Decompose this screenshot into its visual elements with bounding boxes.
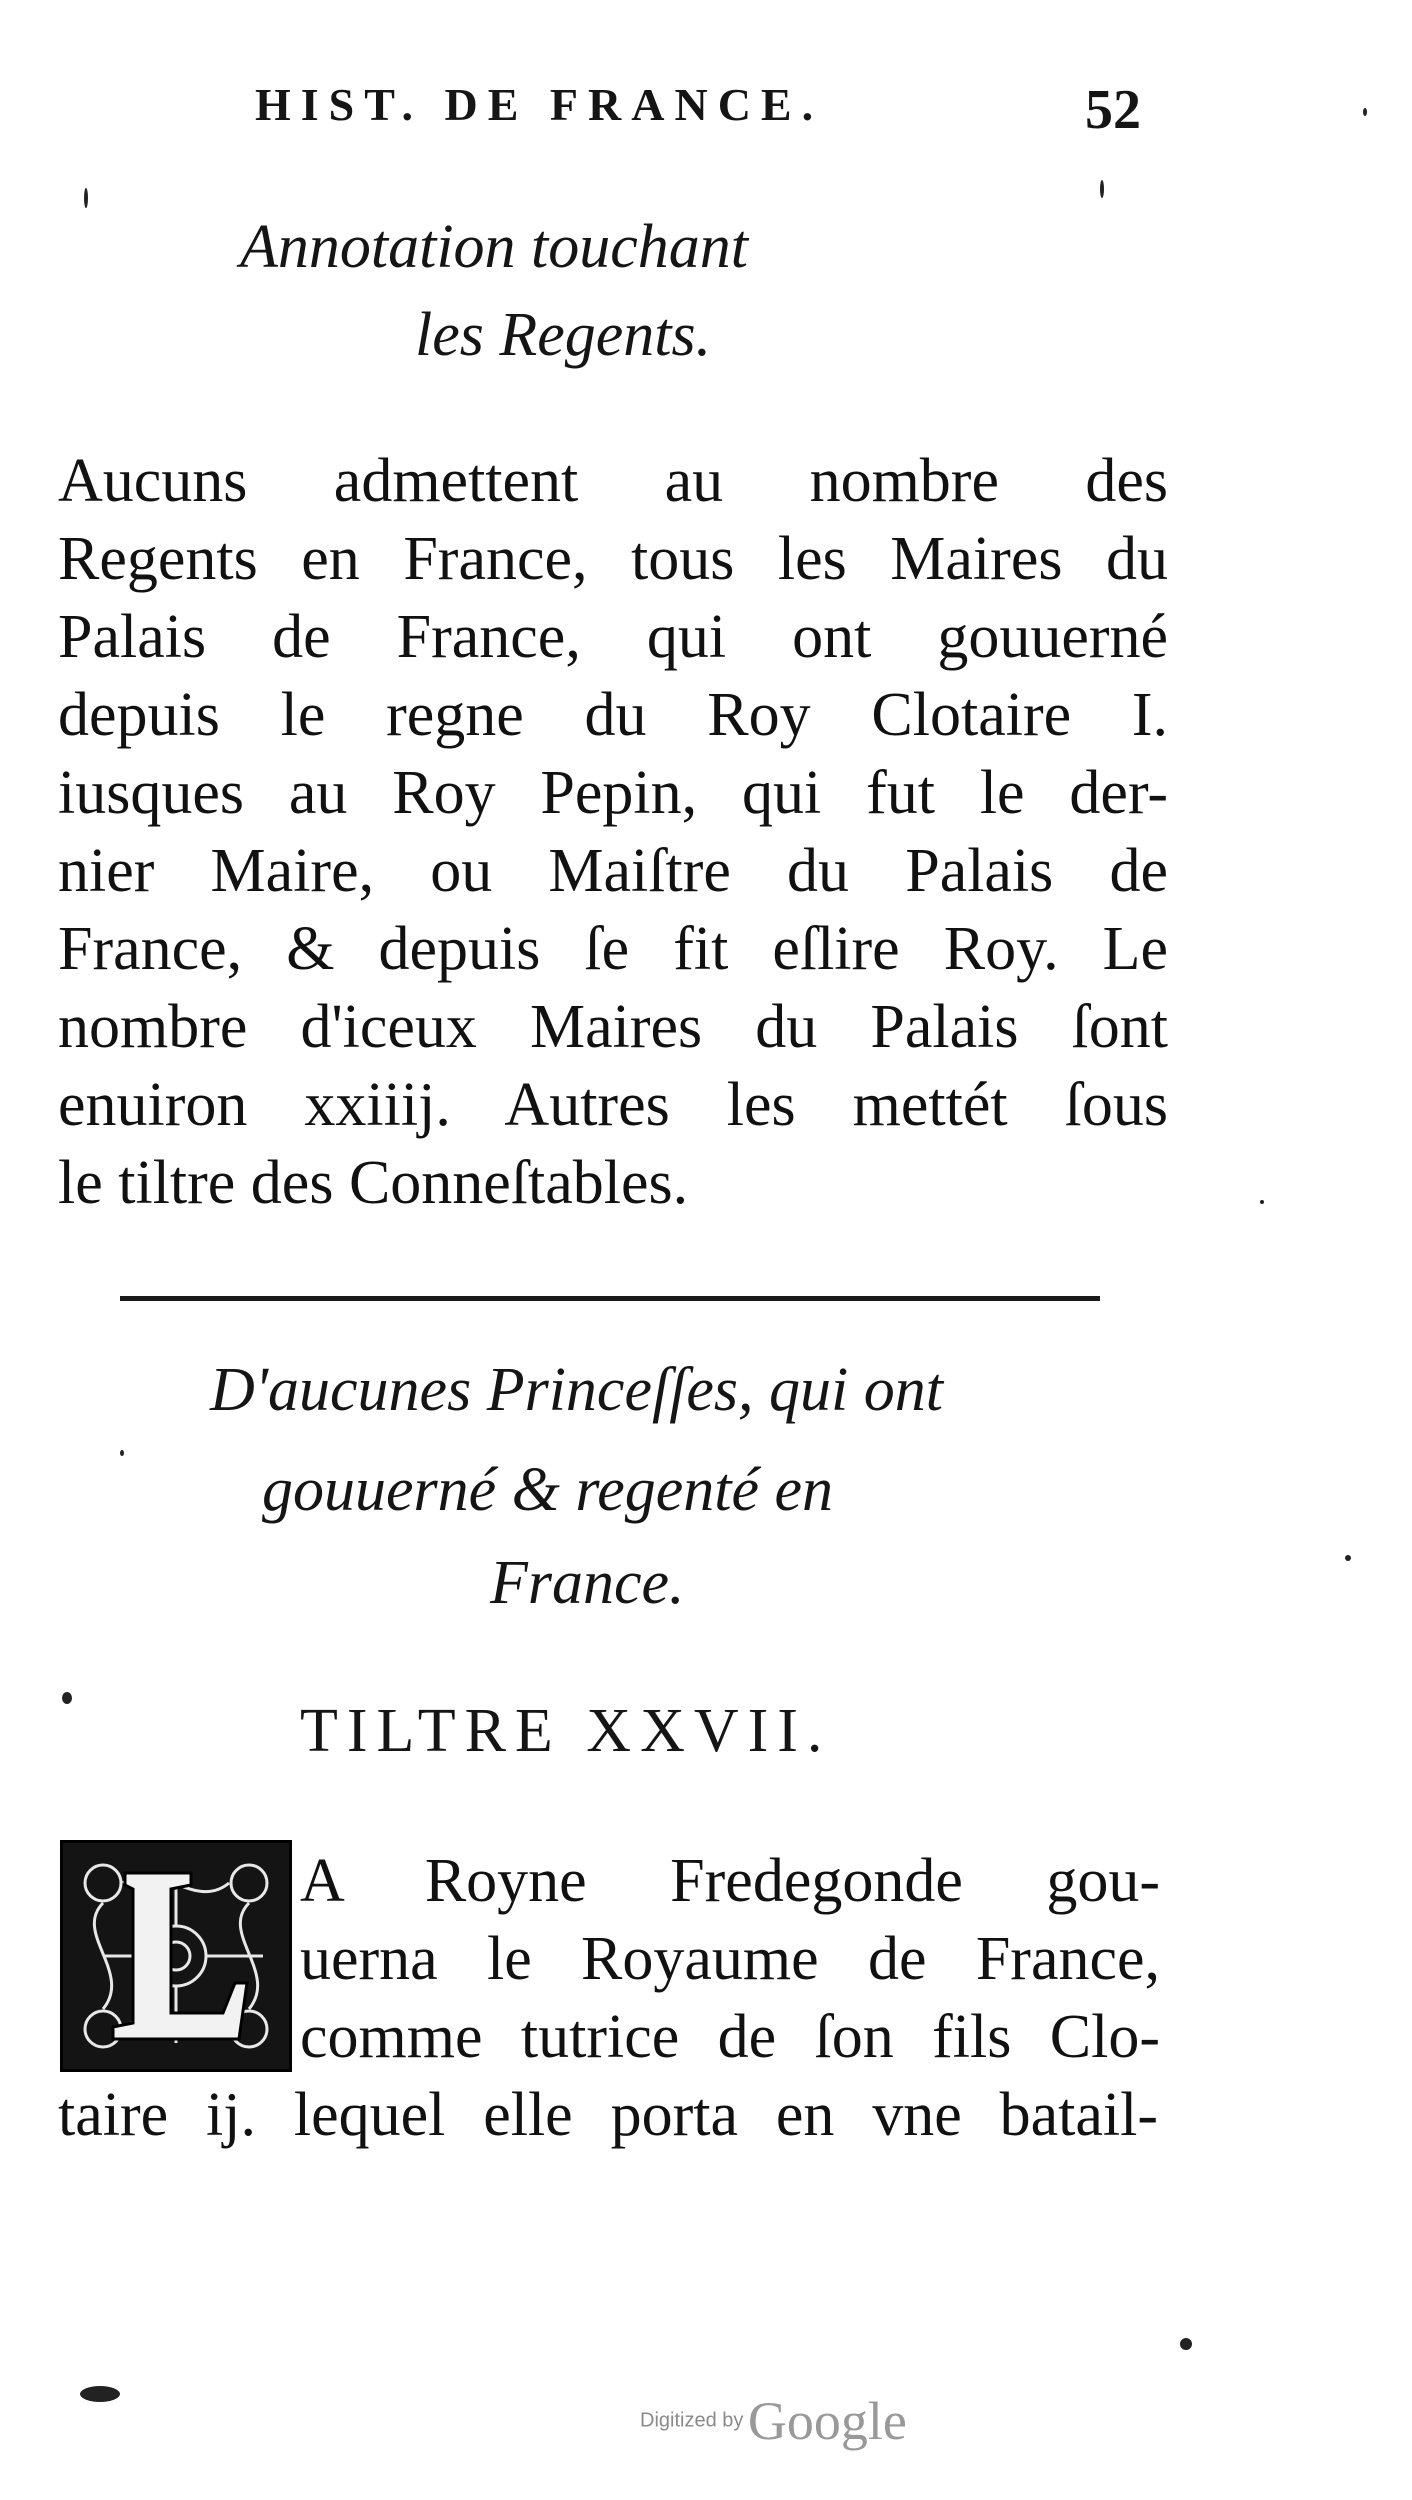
paragraph-line: iusques au Roy Pepin, qui fut le der- <box>58 759 1168 827</box>
paragraph-line: nier Maire, ou Maiſtre du Palais de <box>58 837 1168 905</box>
paragraph-line: A Royne Fredegonde gou- <box>300 1847 1160 1915</box>
paragraph-line: nombre d'iceux Maires du Palais ſont <box>58 993 1168 1061</box>
page-number: 52 <box>1085 79 1141 141</box>
section-heading-line-1: D'aucunes Princeſſes, qui ont <box>210 1356 944 1424</box>
scan-speck <box>62 1692 72 1704</box>
title-label: TILTRE XXVII. <box>300 1697 832 1765</box>
paragraph-line: depuis le regne du Roy Clotaire I. <box>58 681 1168 749</box>
paragraph-line: uerna le Royaume de France, <box>300 1925 1160 1993</box>
annotation-heading-line-2: les Regents. <box>415 301 712 369</box>
scan-speck <box>120 1450 124 1456</box>
scan-speck <box>1180 2338 1192 2350</box>
watermark-prefix: Digitized by <box>640 2409 744 2432</box>
section-divider-rule <box>120 1296 1100 1301</box>
section-heading-line-3: France. <box>490 1549 685 1617</box>
paragraph-line: Aucuns admettent au nombre des <box>58 447 1168 515</box>
ornamental-dropcap-l <box>60 1840 292 2072</box>
scan-speck <box>80 2386 120 2402</box>
scan-speck <box>1260 1200 1264 1204</box>
paragraph-line: taire ij. lequel elle porta en vne batail- <box>58 2081 1158 2149</box>
paragraph-line: Palais de France, qui ont gouuerné <box>58 603 1168 671</box>
dropcap-ornament-icon <box>63 1843 289 2069</box>
section-paragraph <box>300 1842 1160 2076</box>
annotation-heading-line-1: Annotation touchant <box>240 213 749 281</box>
scan-speck <box>1100 180 1104 198</box>
scan-speck <box>1345 1555 1351 1561</box>
scan-speck <box>84 188 88 208</box>
section-heading-line-2: gouuerné & regenté en <box>262 1456 834 1524</box>
scan-speck <box>1363 108 1367 116</box>
paragraph-line: enuiron xxiiij. Autres les mettét ſous <box>58 1071 1168 1139</box>
paragraph-line: le tiltre des Conneſtables. <box>58 1149 689 1217</box>
paragraph-line: France, & depuis ſe fit eſlire Roy. Le <box>58 915 1168 983</box>
paragraph-line: comme tutrice de ſon fils Clo- <box>300 2003 1160 2071</box>
running-head: HIST. DE FRANCE. <box>255 79 824 130</box>
digitization-watermark <box>640 2390 907 2452</box>
annotation-paragraph <box>58 442 1168 1222</box>
watermark-brand: Google <box>747 2391 907 2451</box>
paragraph-line: Regents en France, tous les Maires du <box>58 525 1168 593</box>
